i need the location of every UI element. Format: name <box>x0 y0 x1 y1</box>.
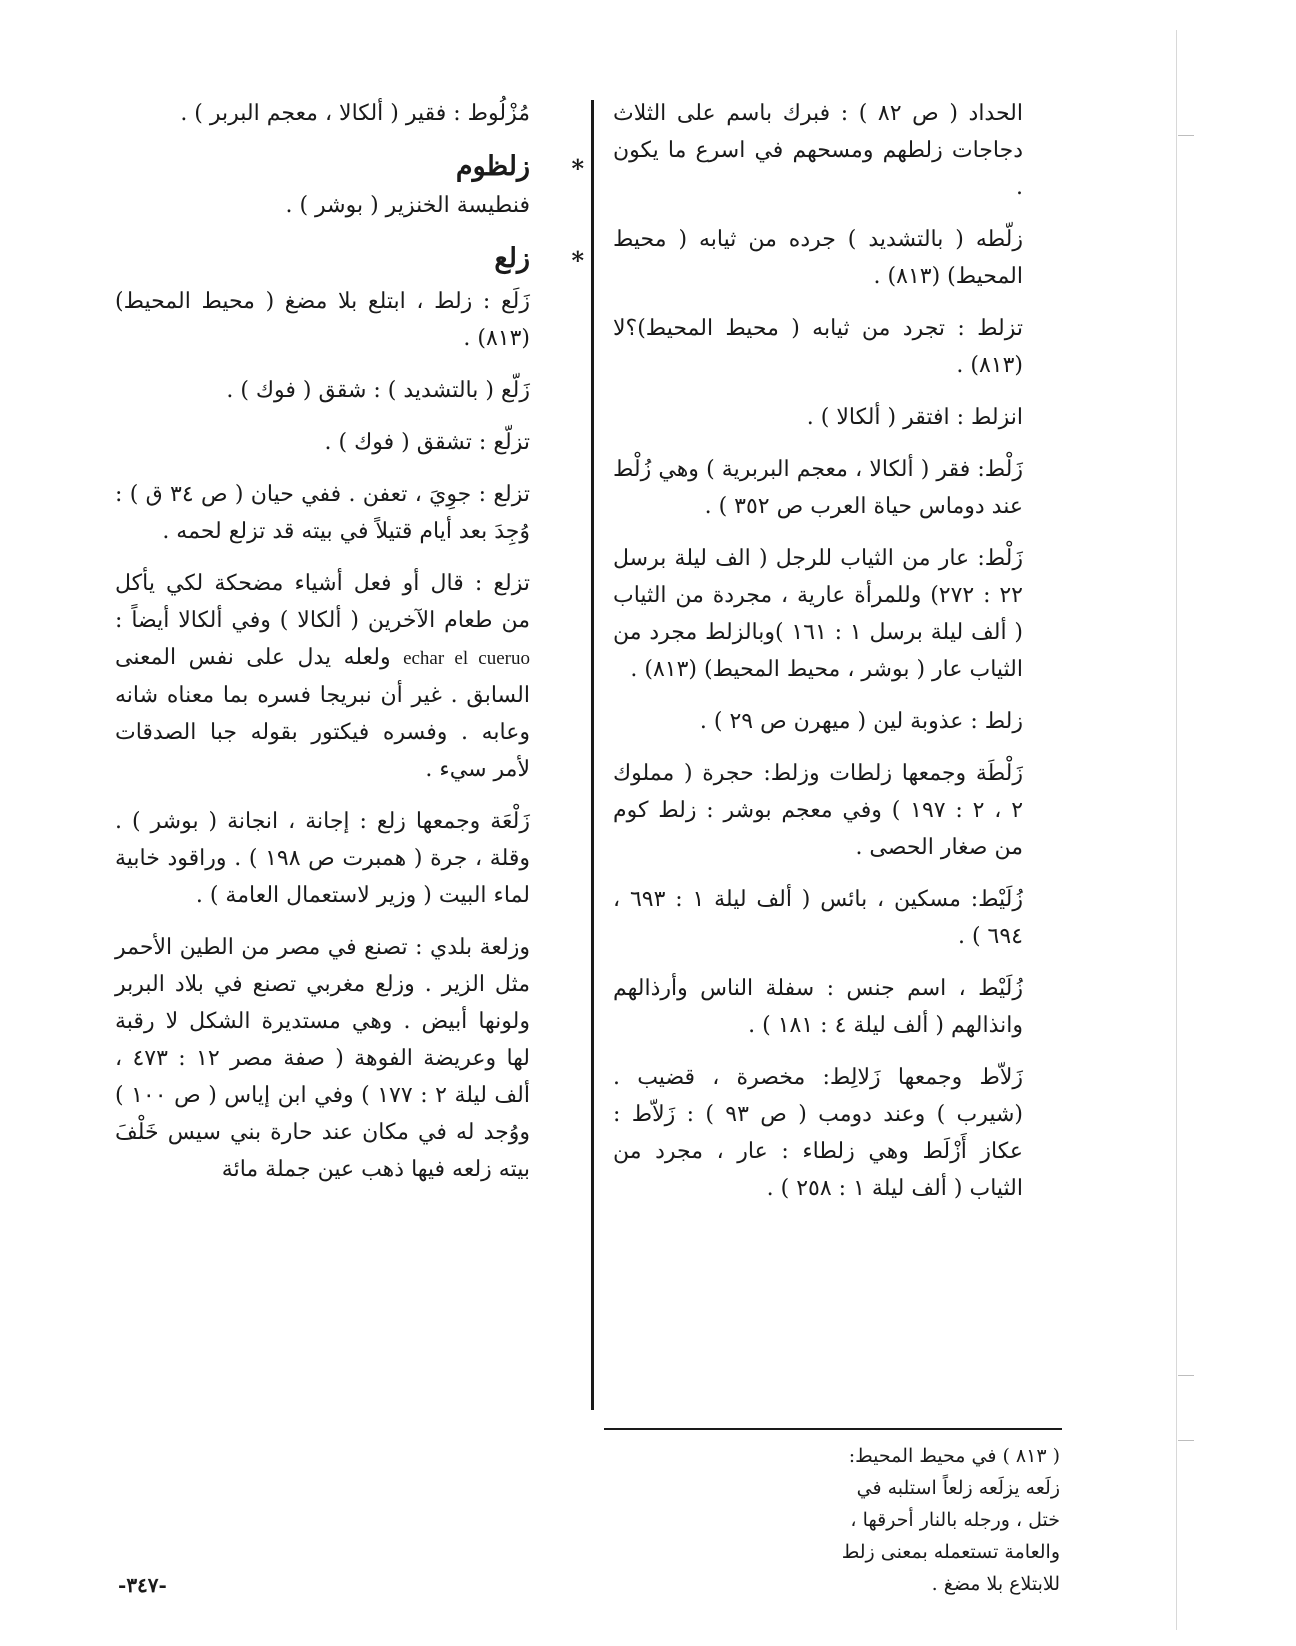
scan-edge-mark <box>1178 1440 1194 1441</box>
entry: زَلاّط وجمعها زَلالِط: مخصرة ، قضيب . (شيرب ) وعند دومب ( ص ٩٣ ) : زَلاّط : عكاز أَزْلَط وهي زلطاء : عار ، مجرد من الثياب ( ألف ليلة ١ : ٢٥٨ ) . <box>613 1065 1023 1201</box>
headword <box>115 239 584 279</box>
headword-text: زلع <box>494 243 530 274</box>
entry: انزلط : افتقر ( ألكالا ) . <box>806 405 1023 430</box>
headword <box>115 147 584 187</box>
column-divider <box>591 100 594 1410</box>
entry: زَلْط: فقر ( ألكالا ، معجم البربرية ) وهي زُلْط عند دوماس حياة العرب ص ٣٥٢ ) . <box>613 457 1023 519</box>
entry: زلّطه ( بالتشديد ) جرده من ثيابه ( محيط المحيط) (٨١٣) . <box>613 227 1023 289</box>
entry: زُلَيْط: مسكين ، بائس ( ألف ليلة ١ : ٦٩٣ ، ٦٩٤ ) . <box>613 887 1023 949</box>
headword-text: زلظوم <box>455 151 530 182</box>
scan-edge-mark <box>1178 1375 1194 1376</box>
entry: تزلّع : تشقق ( فوك ) . <box>324 430 530 455</box>
entry: زَلْطَة وجمعها زلطات وزلط: حجرة ( مملوك ٢ ، ٢ : ١٩٧ ) وفي معجم بوشر : زلط كوم من صغار الحصى . <box>613 761 1024 860</box>
entry-text: ولعله يدل على نفس المعنى السابق . غير أن نبريجا فسره بما معناه شانه وعابه . وفسره فيكتور بقوله جبا الصدقات لأمر سيء . <box>115 645 530 782</box>
entry: زُلَيْط ، اسم جنس : سفلة الناس وأرذالهم وانذالهم ( ألف ليلة ٤ : ١٨١ ) . <box>613 976 1023 1038</box>
entry: الحداد ( ص ٨٢ ) : فبرك باسم على الثلاث دجاجات زلطهم ومسحهم في اسرع ما يكون . <box>613 101 1023 200</box>
headword-block <box>115 239 584 279</box>
entry: زَلْط: عار من الثياب للرجل ( الف ليلة برسل ٢٢ : ٢٧٢) وللمرأة عارية ، مجردة من الثياب ( ألف ليلة برسل ١ : ١٦١ )وبالزلط مجرد من الثياب عار ( بوشر ، محيط المحيط) (٨١٣) . <box>613 546 1023 682</box>
entry: زَلَع : زلط ، ابتلع بلا مضغ ( محيط المحيط) (٨١٣) . <box>115 289 530 351</box>
star-marker: * <box>571 154 584 183</box>
entry: وزلعة بلدي : تصنع في مصر من الطين الأحمر مثل الزير . وزلع مغربي تصنع في بلاد البربر ولونها أبيض . وهي مستديرة الشكل لا رقبة لها وعريضة الفوهة ( صفة مصر ١٢ : ٤٧٣ ، ألف ليلة ٢ : ١٧٧ ) وفي ابن إياس ( ص ١٠٠ ) ووُجد له في مكان عند حارة بني سيس خَلْفَ بيته زلعه فيها ذهب عين جملة مائة <box>115 935 530 1182</box>
entry: زَلْعَة وجمعها زلع : إجانة ، انجانة ( بوشر ) . وقلة ، جرة ( همبرت ص ١٩٨ ) . وراقود خابية لماء البيت ( وزير لاستعمال العامة ) . <box>115 809 530 908</box>
entry-text: تزلع : قال أو فعل أشياء مضحكة لكي يأكل من طعام الآخرين ( ألكالا ) وفي ألكالا أيضاً : <box>115 571 530 633</box>
entry: زلط : عذوبة لين ( ميهرن ص ٢٩ ) . <box>699 709 1023 734</box>
page-number: -٣٤٧- <box>118 1573 167 1597</box>
scan-edge-line <box>1176 30 1177 1630</box>
latin-phrase: echar el cueruo <box>403 648 530 669</box>
right-column <box>613 95 1023 1222</box>
headword-definition: فنطيسة الخنزير ( بوشر ) . <box>285 193 530 218</box>
left-column <box>115 95 584 1203</box>
scan-edge-mark <box>1178 135 1194 136</box>
headword-block <box>115 147 584 224</box>
footnote: ( ٨١٣ ) في محيط المحيط: زلَعه يزلَعه زلعاً استلبه في ختل ، ورجله بالنار أحرقها ، والعامة تستعمله بمعنى زلط للابتلاع بلا مضغ . <box>841 1445 1060 1595</box>
entry: تزلط : تجرد من ثيابه ( محيط المحيط)؟لا (٨١٣) . <box>613 316 1023 378</box>
entry <box>115 565 530 788</box>
footnote-divider <box>604 1428 1062 1430</box>
entry: تزلع : جوِيَ ، تعفن . ففي حيان ( ص ٣٤ ق ) : وُجِدَ بعد أيام قتيلاً في بيته قد تزلع لحمه . <box>115 482 530 544</box>
star-marker: * <box>571 246 584 275</box>
entry: زَلّع ( بالتشديد ) : شقق ( فوك ) . <box>226 378 530 403</box>
entry: مُزْلُوط : فقير ( ألكالا ، معجم البربر ) . <box>180 101 530 126</box>
